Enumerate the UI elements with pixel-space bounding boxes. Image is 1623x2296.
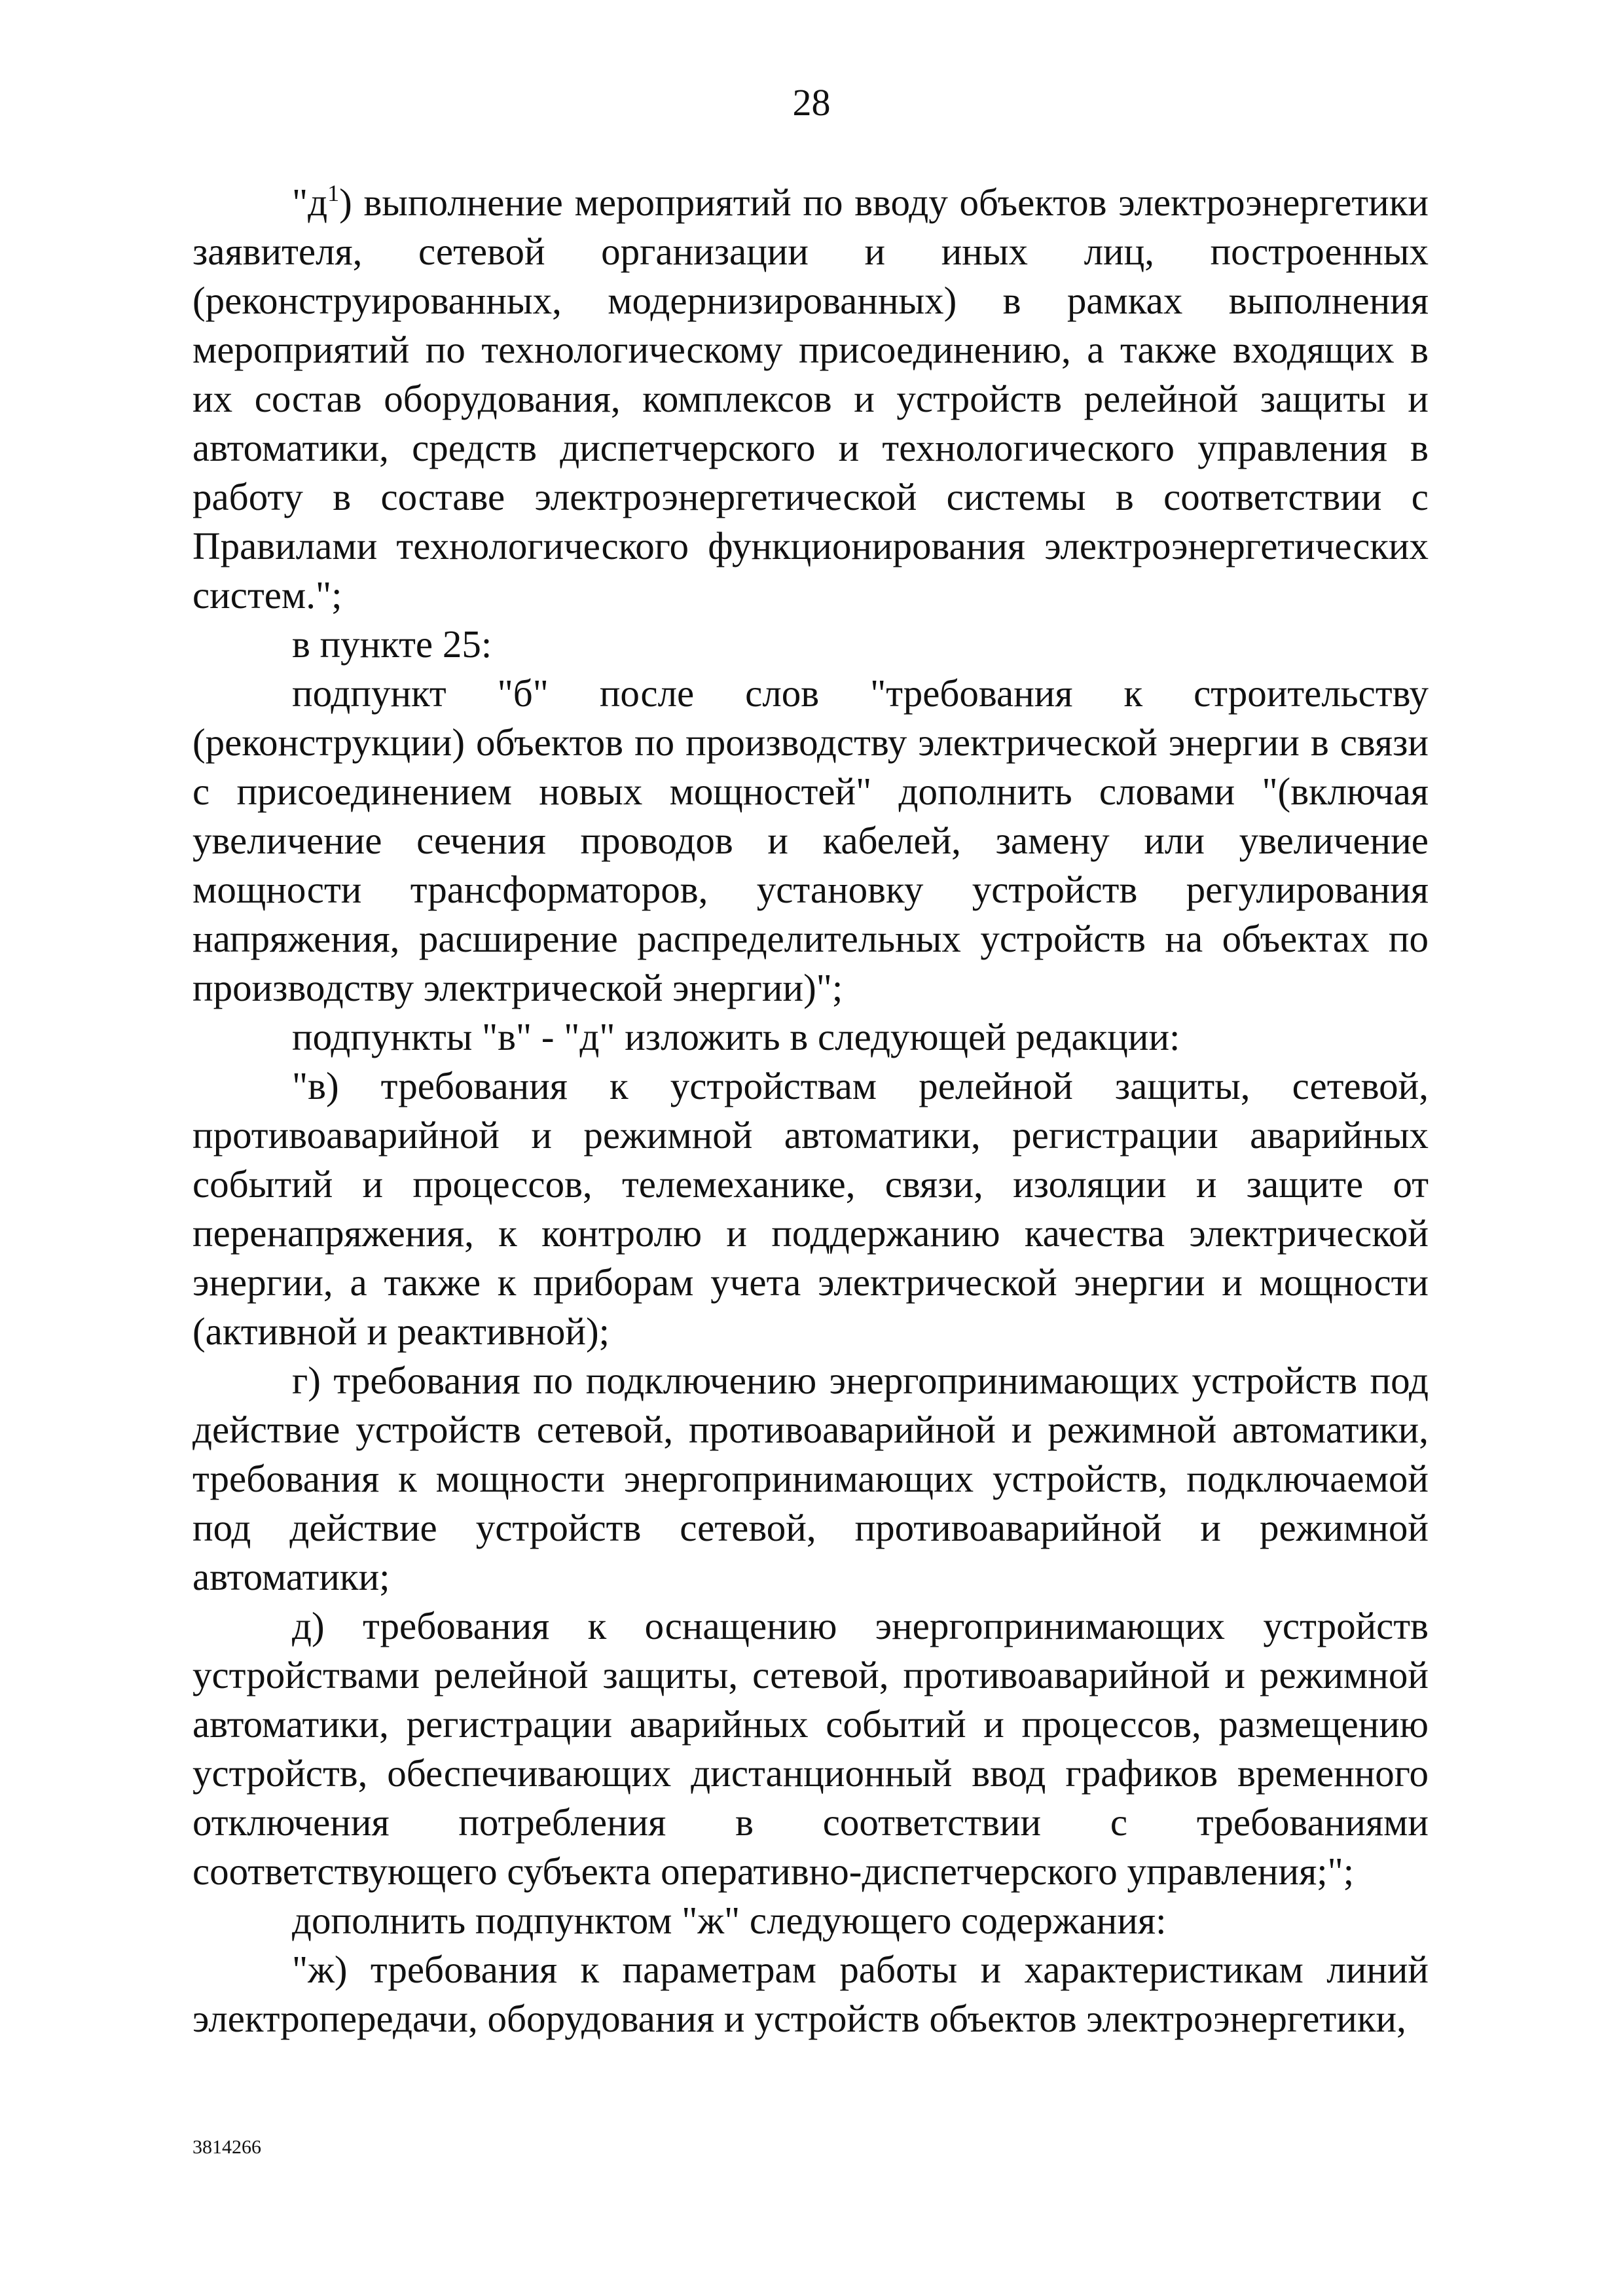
- document-code: 3814266: [192, 2136, 261, 2158]
- paragraph-subpoints-intro: подпункты "в" - "д" изложить в следующей редакции:: [292, 1015, 1180, 1058]
- page-number: 28: [792, 81, 831, 124]
- paragraph-subpoint-v: "в) требования к устройствам релейной защиты, сетевой, противоаварийной и режимной автоматики, регистрации аварийных событий и процессов, телемеханике, связи, изоляции и защите от перенапряжения, к контролю и поддержанию качества электрической энергии, а также к приборам учета электрической энергии и мощности (активной и реактивной);: [192, 1064, 1429, 1353]
- paragraph-subpoint-b: подпункт "б" после слов "требования к строительству (реконструкции) объектов по производству электрической энергии в связи с присоединением новых мощностей" дополнить словами "(включая увеличение сечения проводов и кабелей, замену или увеличение мощности трансформаторов, установку устройств регулирования напряжения, расширение распределительных устройств на объектах по производству электрической энергии)";: [192, 672, 1429, 1009]
- superscript-mark: 1: [327, 180, 340, 206]
- paragraph-point-25: в пункте 25:: [292, 622, 492, 666]
- document-body: [192, 178, 1429, 2043]
- paragraph-subpoint-zh: "ж) требования к параметрам работы и характеристикам линий электропередачи, оборудования и устройств объектов электроэнергетики,: [192, 1948, 1429, 2040]
- paragraph-add-zh-intro: дополнить подпунктом "ж" следующего содержания:: [292, 1899, 1167, 1942]
- paragraph-prefix: "д: [292, 181, 328, 224]
- paragraph-d1: [192, 178, 1429, 620]
- paragraph-subpoint-d: д) требования к оснащению энергопринимающих устройств устройствами релейной защиты, сетевой, противоаварийной и режимной автоматики, регистрации аварийных событий и процессов, размещению устройств, обеспечивающих дистанционный ввод графиков временного отключения потребления в соответствии с требованиями соответствующего субъекта оперативно-диспетчерского управления;";: [192, 1604, 1429, 1893]
- paragraph-text: ) выполнение мероприятий по вводу объектов электроэнергетики заявителя, сетевой организации и иных лиц, построенных (реконструированных, модернизированных) в рамках выполнения мероприятий по технологическому присоединению, а также входящих в их состав оборудования, комплексов и устройств релейной защиты и автоматики, средств диспетчерского и технологического управления в работу в составе электроэнергетической системы в соответствии с Правилами технологического функционирования электроэнергетических систем.";: [192, 181, 1429, 617]
- paragraph-subpoint-g: г) требования по подключению энергопринимающих устройств под действие устройств сетевой, противоаварийной и режимной автоматики, требования к мощности энергопринимающих устройств, подключаемой под действие устройств сетевой, противоаварийной и режимной автоматики;: [192, 1359, 1429, 1598]
